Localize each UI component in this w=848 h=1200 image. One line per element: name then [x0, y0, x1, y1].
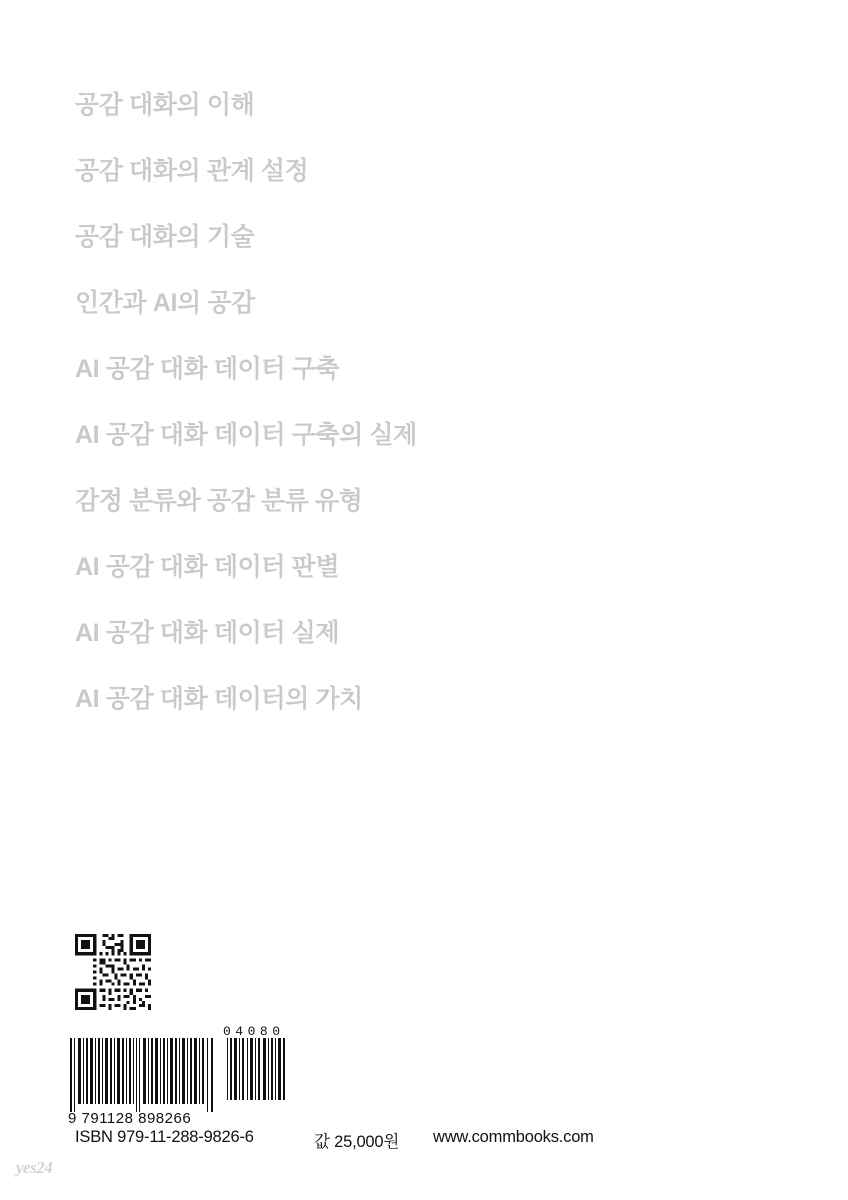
- ean13-barcode-icon: [68, 1038, 216, 1112]
- list-item: 공감 대화의 관계 설정: [75, 156, 309, 185]
- qr-code-icon: [75, 934, 151, 1010]
- ean13-barcode-digits: 9 791128 898266: [68, 1110, 192, 1127]
- addon-barcode-icon: [226, 1038, 286, 1100]
- list-item: 감정 분류와 공감 분류 유형: [75, 486, 363, 515]
- list-item: 공감 대화의 기술: [75, 222, 255, 251]
- list-item: AI 공감 대화 데이터 실제: [75, 618, 340, 647]
- list-item: 인간과 AI의 공감: [75, 288, 255, 317]
- barcode-block: [68, 1024, 368, 1128]
- yes24-watermark: yes24: [16, 1158, 53, 1177]
- addon-barcode-digits: 04080: [223, 1024, 285, 1039]
- publisher-url: www.commbooks.com: [433, 1128, 594, 1146]
- list-item: AI 공감 대화 데이터의 가치: [75, 684, 363, 713]
- isbn-text: ISBN 979-11-288-9826-6: [75, 1128, 254, 1146]
- contents-list: [75, 72, 775, 732]
- list-item: 공감 대화의 이해: [75, 90, 255, 119]
- footer: [75, 1128, 775, 1152]
- list-item: AI 공감 대화 데이터 판별: [75, 552, 340, 581]
- list-item: AI 공감 대화 데이터 구축: [75, 354, 340, 383]
- price-text: 값 25,000원: [314, 1133, 400, 1151]
- list-item: AI 공감 대화 데이터 구축의 실제: [75, 420, 417, 449]
